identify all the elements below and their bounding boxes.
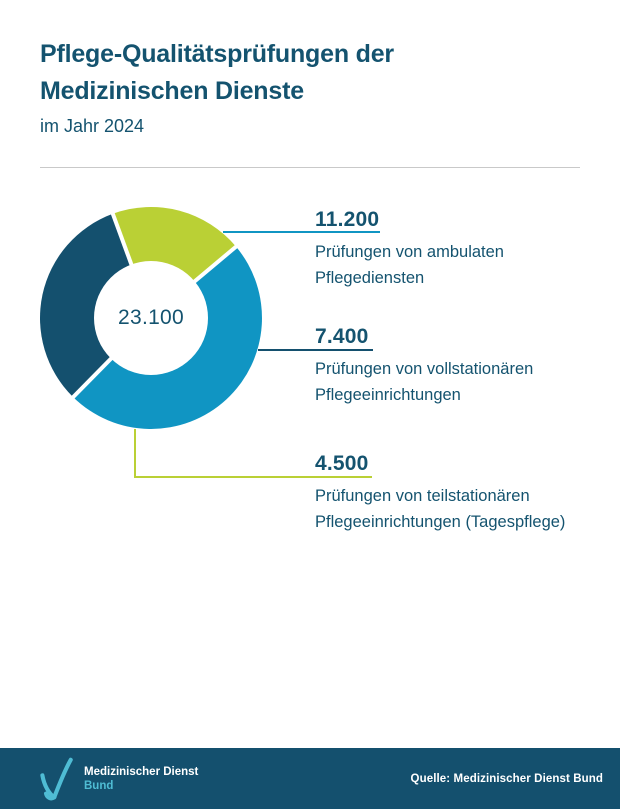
checkmark-logo-icon	[36, 756, 78, 802]
leader-line-teilstationaer-vertical	[134, 429, 136, 477]
legend-entry-teilstationaer	[315, 451, 595, 535]
legend-label-line: Prüfungen von ambulaten	[315, 243, 504, 261]
legend-entry-ambulant	[315, 207, 595, 291]
legend-label	[315, 239, 595, 291]
legend-label	[315, 483, 595, 535]
page-title-line2: Medizinischen Dienste	[40, 77, 304, 105]
header-divider	[40, 167, 580, 168]
footer-source-text: Quelle: Medizinischer Dienst Bund	[410, 772, 603, 785]
footer-logo-text	[84, 765, 198, 793]
legend-label-line: Pflegeeinrichtungen	[315, 386, 461, 404]
footer-logo	[36, 756, 198, 802]
legend-value: 7.400	[315, 325, 369, 348]
donut-center-total: 23.100	[117, 306, 185, 329]
legend-value: 4.500	[315, 452, 369, 475]
legend-label-line: Prüfungen von teilstationären	[315, 487, 530, 505]
page-title	[40, 36, 560, 110]
legend-label-line: Pflegediensten	[315, 269, 425, 287]
footer-bar	[0, 748, 620, 809]
footer-logo-line2: Bund	[84, 779, 114, 792]
legend-label-line: Pflegeeinrichtungen (Tagespflege)	[315, 513, 566, 531]
legend-label-line: Prüfungen von vollstationären	[315, 360, 534, 378]
legend-entry-vollstationaer	[315, 324, 595, 408]
footer-logo-line1: Medizinischer Dienst	[84, 765, 199, 778]
page-title-line1: Pflege-Qualitätsprüfungen der	[40, 40, 394, 68]
legend-label	[315, 356, 595, 408]
legend-value: 11.200	[315, 208, 380, 231]
page-subtitle: im Jahr 2024	[40, 116, 145, 136]
